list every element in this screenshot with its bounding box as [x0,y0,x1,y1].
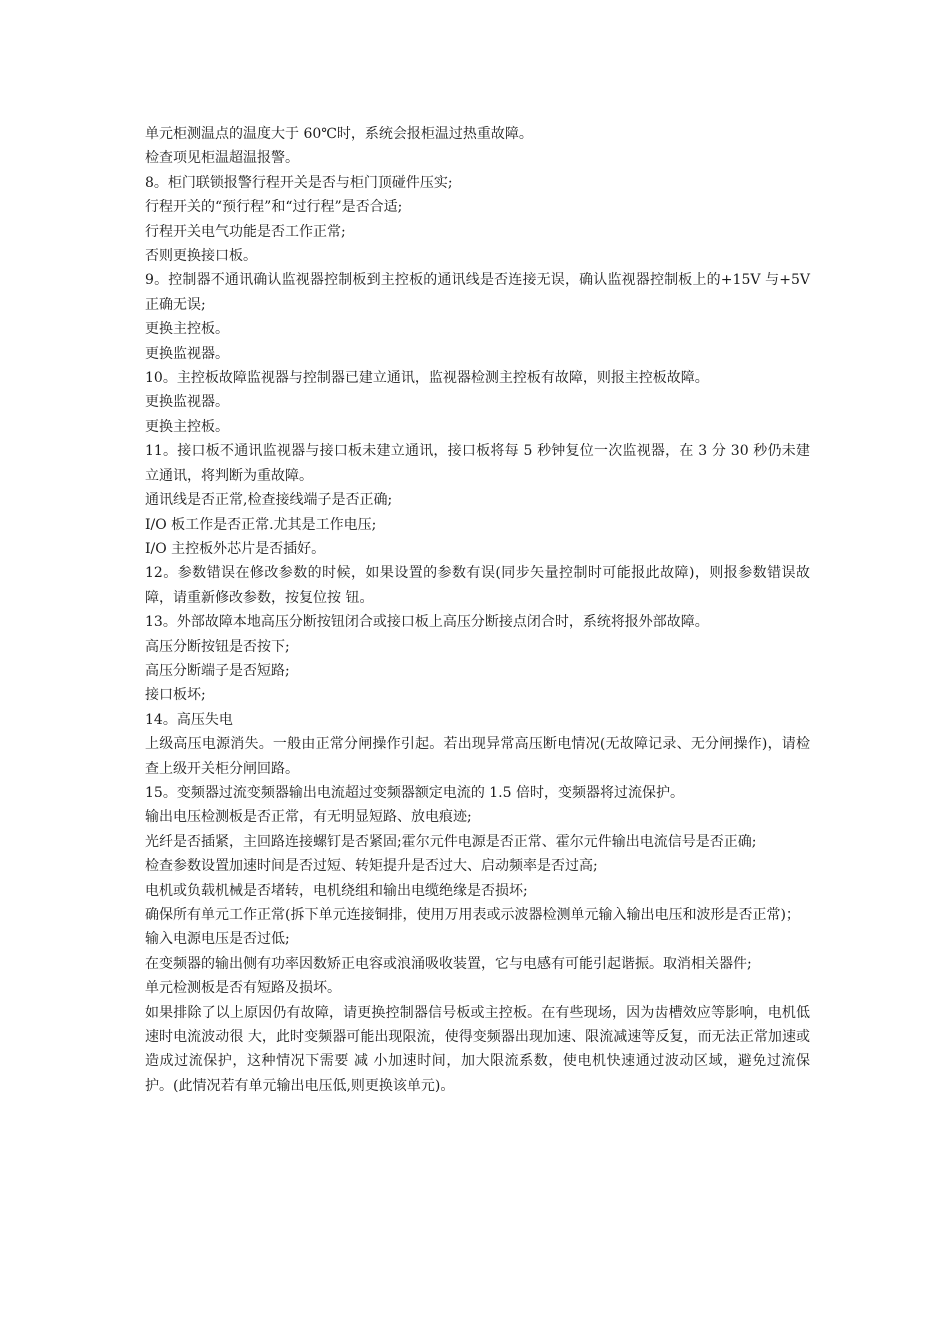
paragraph: 更换主控板。 [145,418,229,435]
paragraph: 输出电压检测板是否正常，有无明显短路、放电痕迹; [145,809,472,826]
paragraph: 单元柜测温点的温度大于 60℃时，系统会报柜温过热重故障。 [145,126,533,142]
paragraph: 14。高压失电 [145,711,233,728]
paragraph: 13。外部故障本地高压分断按钮闭合或接口板上高压分断接点闭合时，系统将报外部故障。 [145,614,709,631]
paragraph: 行程开关的“预行程”和“过行程”是否合适; [145,199,403,216]
paragraph: 检查参数设置加速时间是否过短、转矩提升是否过大、启动频率是否过高; [145,858,598,875]
paragraph: 上级高压电源消失。一般由正常分闸操作引起。若出现异常高压断电情况(无故障记录、无分闸操作)，请检查上级开关柜分闸回路。 [145,736,810,777]
paragraph: 否则更换接口板。 [145,248,257,265]
paragraph: I/O 主控板外芯片是否插好。 [145,540,326,557]
paragraph: 10。主控板故障监视器与控制器已建立通讯，监视器检测主控板有故障，则报主控板故障。 [145,370,709,387]
paragraph: 8。柜门联锁报警行程开关是否与柜门顶碰件压实; [145,174,453,191]
paragraph: 电机或负载机械是否堵转，电机绕组和输出电缆绝缘是否损坏; [145,882,528,899]
paragraph: 12。参数错误在修改参数的时候，如果设置的参数有误(同步矢量控制时可能报此故障)，则报参数错误故障，请重新修改参数，按复位按 钮。 [145,565,810,606]
document-body [145,122,810,1098]
paragraph: 单元检测板是否有短路及损坏。 [145,980,341,997]
paragraph: 更换主控板。 [145,321,229,338]
paragraph: 11。接口板不通讯监视器与接口板未建立通讯，接口板将每 5 秒钟复位一次监视器，在 3 分 30 秒仍未建立通讯，将判断为重故障。 [145,443,810,484]
paragraph: 通讯线是否正常,检查接线端子是否正确; [145,492,393,509]
paragraph: 更换监视器。 [145,345,229,362]
paragraph: I/O 板工作是否正常.尤其是工作电压; [145,516,377,533]
paragraph: 高压分断端子是否短路; [145,662,290,679]
paragraph: 检查项见柜温超温报警。 [145,150,299,167]
paragraph: 更换监视器。 [145,394,229,411]
paragraph: 如果排除了以上原因仍有故障，请更换控制器信号板或主控板。在有些现场，因为齿槽效应等影响，电机低速时电流波动很 大，此时变频器可能出现限流，使得变频器出现加速、限流减速等反复，而无法正常加速或造成过流保护，这种情况下需要 减 小加速时间，加大限流系数，使电机快速通过波动区域，避免过流保护。(此情况若有单元输出电压低,则更换该单元)。 [145,1004,810,1094]
paragraph: 行程开关电气功能是否工作正常; [145,223,346,240]
paragraph: 9。控制器不通讯确认监视器控制板到主控板的通讯线是否连接无误，确认监视器控制板上的+15V 与+5V 正确无误; [145,272,810,313]
paragraph: 在变频器的输出侧有功率因数矫正电容或浪涌吸收装置，它与电感有可能引起谐振。取消相关器件; [145,955,752,972]
paragraph: 高压分断按钮是否按下; [145,638,290,655]
paragraph: 15。变频器过流变频器输出电流超过变频器额定电流的 1.5 倍时，变频器将过流保护。 [145,784,684,801]
paragraph: 接口板坏; [145,687,206,704]
paragraph: 确保所有单元工作正常(拆下单元连接铜排，使用万用表或示波器检测单元输入输出电压和波形是否正常)； [145,907,800,923]
paragraph: 光纤是否插紧，主回路连接螺钉是否紧固;霍尔元件电源是否正常、霍尔元件输出电流信号是否正确; [145,833,757,850]
paragraph: 输入电源电压是否过低; [145,931,290,948]
